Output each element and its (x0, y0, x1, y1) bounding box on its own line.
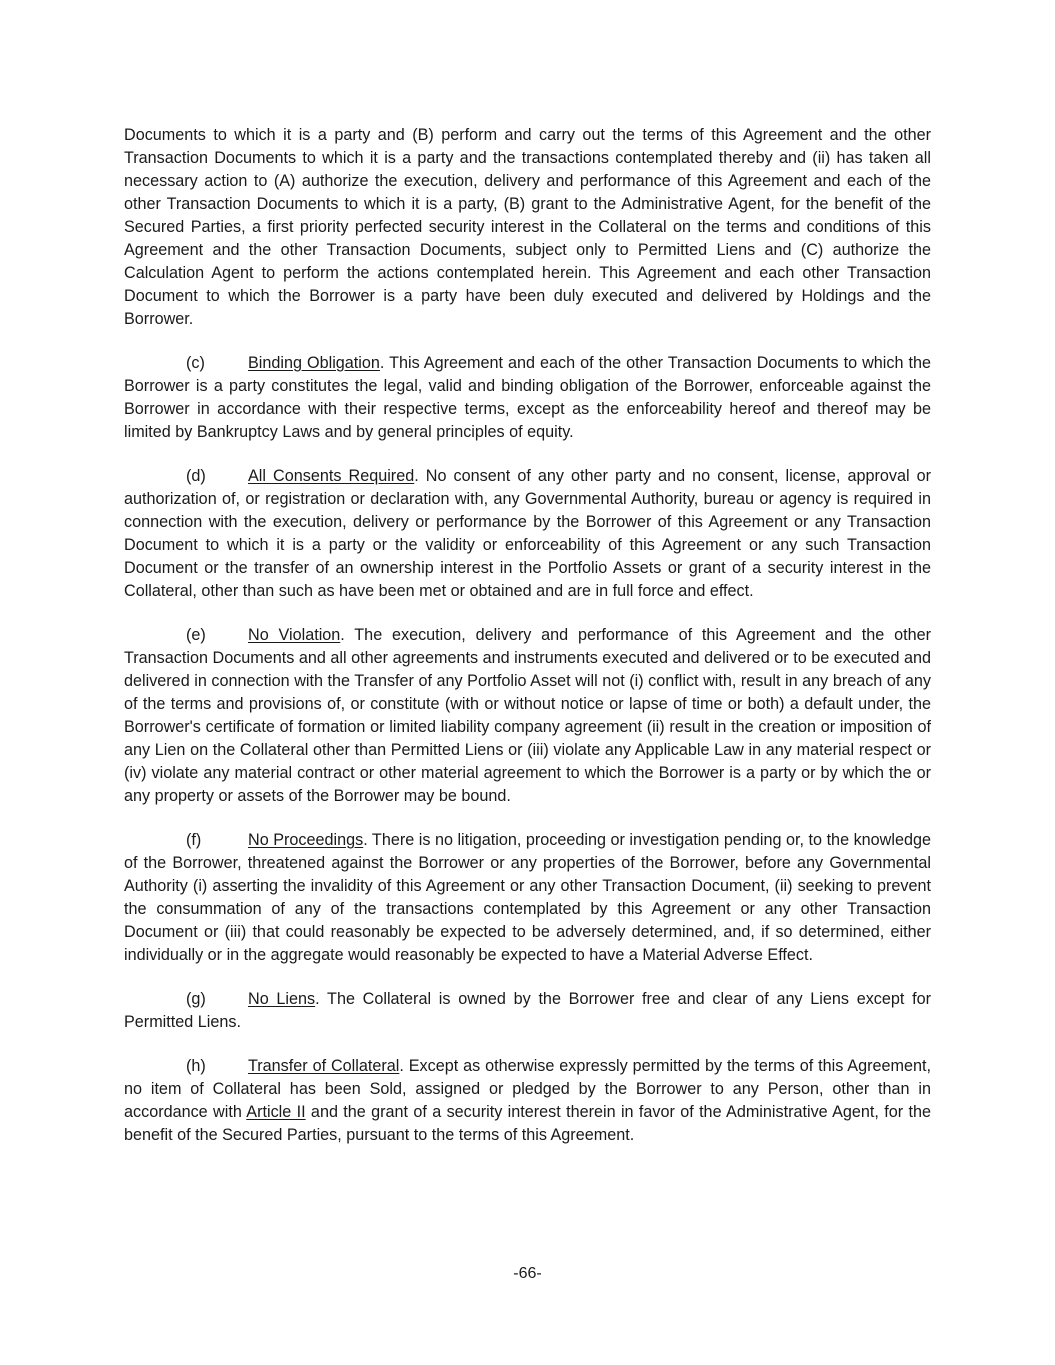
section-c-heading: Binding Obligation (248, 354, 380, 372)
paragraph-intro: Documents to which it is a party and (B) perform and carry out the terms of this Agreement and the other Transaction Documents to which it is a party and the transactions contemplated thereby and (ii) has taken all necessary action to (A) authorize the execution, delivery and performance of this Agreement and each of the other Transaction Documents to which it is a party, (B) grant to the Administrative Agent, for the benefit of the Secured Parties, a first priority perfected security interest in the Collateral on the terms and conditions of this Agreement and the other Transaction Documents, subject only to Permitted Liens and (C) authorize the Calculation Agent to perform the actions contemplated herein. This Agreement and each other Transaction Document to which the Borrower is a party have been duly executed and delivered by Holdings and the Borrower. (124, 126, 931, 328)
section-c-label: (c) (186, 354, 205, 372)
article-ii-reference: Article II (246, 1103, 306, 1121)
section-e-label: (e) (186, 626, 206, 644)
section-h-text-before: . Except as otherwise expressly permitted by the terms of this Agreement, no item of Collateral has been Sold, assigned or pledged by the Borrower to any Person, other than in accordance with (124, 1057, 931, 1121)
section-d-text: . No consent of any other party and no consent, license, approval or authorization of, or registration or declaration with, any Governmental Authority, bureau or agency is required in connection with the execution, delivery or performance by the Borrower of this Agreement or any Transaction Document to which it is a party or the validity or enforceability of this Agreement or any such Transaction Document or the transfer of an ownership interest in the Portfolio Assets or grant of a security interest in the Collateral, other than such as have been met or obtained and are in full force and effect. (124, 467, 932, 600)
section-e-text: . The execution, delivery and performance of this Agreement and the other Transaction Documents and all other agreements and instruments executed and delivered or to be executed and delivered in connection with the Transfer of any Portfolio Asset will not (i) conflict with, result in any breach of any of the terms and provisions of, or constitute (with or without notice or lapse of time or both) a default under, the Borrower's certificate of formation or limited liability company agreement (ii) result in the creation or imposition of any Lien on the Collateral other than Permitted Liens or (iii) violate any Applicable Law in any material respect or (iv) violate any material contract or other material agreement to which the Borrower is a party or by which the or any property or assets of the Borrower may be bound. (124, 626, 931, 805)
section-h-text-after: and the grant of a security interest therein in favor of the Administrative Agent, for the benefit of the Secured Parties, pursuant to the terms of this Agreement. (124, 1103, 932, 1144)
section-c (124, 352, 931, 444)
section-c-text: . This Agreement and each of the other Transaction Documents to which the Borrower is a party constitutes the legal, valid and binding obligation of the Borrower, enforceable against the Borrower in accordance with their respective terms, except as the enforceability hereof and thereof may be limited by Bankruptcy Laws and by general principles of equity. (124, 354, 931, 441)
section-h-heading: Transfer of Collateral (248, 1057, 400, 1075)
section-g (124, 988, 931, 1034)
section-f (124, 829, 931, 967)
section-g-label: (g) (186, 990, 206, 1008)
section-f-text: . There is no litigation, proceeding or investigation pending or, to the knowledge of the Borrower, threatened against the Borrower or any properties of the Borrower, before any Governmental Authority (i) asserting the invalidity of this Agreement or any other Transaction Document, (ii) seeking to prevent the consummation of any of the transactions contemplated by this Agreement or any other Transaction Document or (iii) that could reasonably be expected to be adversely determined, and, if so determined, either individually or in the aggregate would reasonably be expected to have a Material Adverse Effect. (124, 831, 931, 964)
section-e-heading: No Violation (248, 626, 341, 644)
section-d (124, 465, 931, 603)
document-page (124, 124, 931, 1168)
section-h-label: (h) (186, 1057, 206, 1075)
section-g-heading: No Liens (248, 990, 316, 1008)
section-g-text: . The Collateral is owned by the Borrower free and clear of any Liens except for Permitted Liens. (124, 990, 932, 1031)
page-number: -66- (513, 1265, 542, 1282)
section-f-label: (f) (186, 831, 202, 849)
section-d-label: (d) (186, 467, 206, 485)
section-e (124, 624, 931, 808)
section-h (124, 1055, 931, 1147)
section-f-heading: No Proceedings (248, 831, 364, 849)
section-d-heading: All Consents Required (248, 467, 415, 485)
